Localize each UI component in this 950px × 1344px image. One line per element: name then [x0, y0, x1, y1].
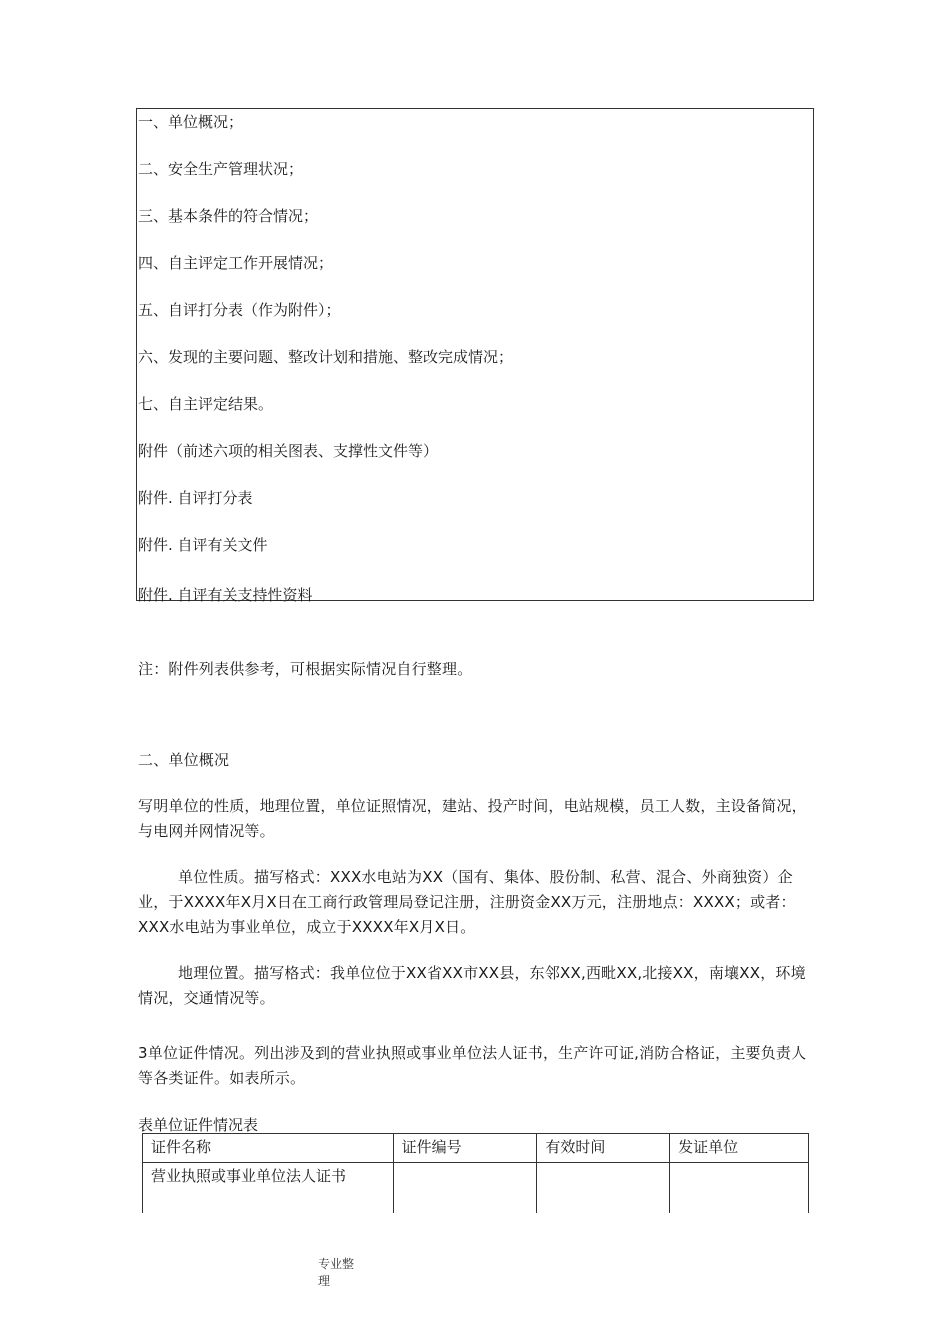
outline-item-6: 六、发现的主要问题、整改计划和措施、整改完成情况；	[138, 348, 514, 366]
table-row	[143, 1163, 809, 1214]
outline-attachment-heading: 附件（前述六项的相关图表、支撑性文件等）	[138, 442, 439, 460]
certificate-table	[142, 1133, 809, 1213]
outline-item-1: 一、单位概况；	[138, 113, 244, 131]
cell-valid-period	[537, 1163, 670, 1214]
outline-attachment-1: 附件. 自评打分表	[138, 489, 253, 507]
outline-item-4: 四、自主评定工作开展情况；	[138, 254, 334, 272]
paragraph-location: 地理位置。描写格式：我单位位于XX省XX市XX县，东邻XX,西毗XX,北接XX，南壤XX，环境情况，交通情况等。	[138, 964, 806, 1007]
attachment-note: 注：附件列表供参考，可根据实际情况自行整理。	[138, 660, 473, 678]
section-heading: 二、单位概况	[138, 751, 230, 769]
header-valid-period: 有效时间	[537, 1134, 670, 1163]
outline-item-2: 二、安全生产管理状况；	[138, 160, 304, 178]
header-issuing-authority: 发证单位	[670, 1134, 809, 1163]
table-caption: 表单位证件情况表	[138, 1116, 259, 1134]
header-cert-number: 证件编号	[393, 1134, 537, 1163]
cell-issuing-authority	[670, 1163, 809, 1214]
outline-attachment-2: 附件. 自评有关文件	[138, 536, 268, 554]
outline-item-3: 三、基本条件的符合情况；	[138, 207, 319, 225]
header-cert-name: 证件名称	[143, 1134, 394, 1163]
cell-cert-name: 营业执照或事业单位法人证书	[143, 1163, 394, 1214]
outline-attachment-3: 附件. 自评有关支持性资料	[138, 586, 313, 604]
paragraph-unit-nature: 单位性质。描写格式：XXX水电站为XX（国有、集体、股份制、私营、混合、外商独资）企业，于XXXX年X月X日在工商行政管理局登记注册，注册资金XX万元，注册地点：XXXX；或者：XXX水电站为事业单位，成立于XXXX年X月X日。	[138, 868, 796, 936]
outline-item-7: 七、自主评定结果。	[138, 395, 274, 413]
cell-cert-number	[393, 1163, 537, 1214]
section-intro: 写明单位的性质，地理位置，单位证照情况，建站、投产时间，电站规模，员工人数，主设备简况，与电网并网情况等。	[138, 797, 807, 840]
page-footer: 专业整理	[318, 1257, 355, 1288]
outline-item-5: 五、自评打分表（作为附件）；	[138, 301, 341, 319]
table-header-row	[143, 1134, 809, 1163]
paragraph-certificates: 3单位证件情况。列出涉及到的营业执照或事业单位法人证书，生产许可证,消防合格证，主要负责人等各类证件。如表所示。	[138, 1044, 807, 1087]
